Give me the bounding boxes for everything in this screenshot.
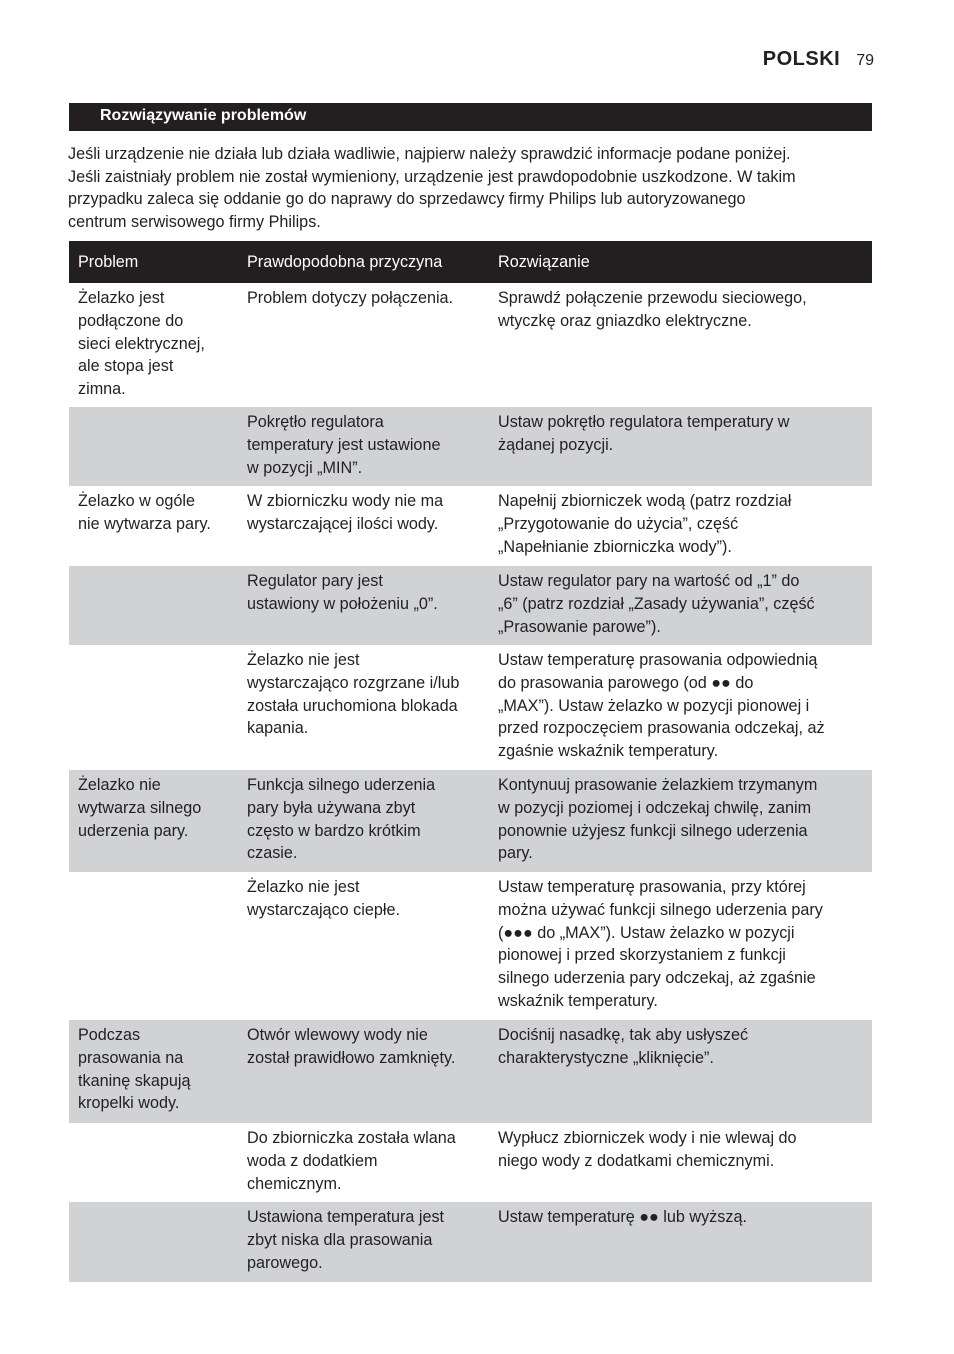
solution-cell-line: Dociśnij nasadkę, tak aby usłyszeć <box>498 1026 749 1044</box>
section-title: Rozwiązywanie problemów <box>100 107 307 124</box>
solution-cell-line: „Prasowanie parowe”). <box>498 617 661 636</box>
problem-cell-line: Żelazko nie <box>78 776 161 794</box>
cause-cell <box>247 566 498 645</box>
solution-cell-line: Ustaw temperaturę prasowania odpowiednią <box>498 651 818 669</box>
problem-cell-line: ale stopa jest <box>78 357 174 376</box>
problem-cell-line: Żelazko w ogóle <box>78 492 195 510</box>
problem-cell-line: uderzenia pary. <box>78 821 189 840</box>
section-heading-bar <box>69 103 872 131</box>
cause-cell-line: kapania. <box>247 719 309 738</box>
table-row <box>69 407 872 486</box>
cause-cell-line: wystarczająco rozgrzane i/lub <box>247 673 460 692</box>
cause-cell-line: często w bardzo krótkim <box>247 821 421 840</box>
solution-cell-line: niego wody z dodatkami chemicznymi. <box>498 1151 775 1170</box>
cause-cell-line: w pozycji „MIN”. <box>247 458 363 477</box>
intro-paragraph <box>68 143 880 233</box>
problem-cell <box>69 770 247 872</box>
problem-cell-line: kropelki wody. <box>78 1094 180 1113</box>
table-row <box>69 566 872 645</box>
problem-cell-line: tkaninę skapują <box>78 1071 191 1090</box>
solution-cell-line: „MAX”). Ustaw żelazko w pozycji pionowej i <box>498 696 810 715</box>
solution-cell-line: żądanej pozycji. <box>498 435 614 454</box>
cause-cell <box>247 486 498 566</box>
solution-cell <box>498 770 872 872</box>
solution-cell <box>498 486 872 566</box>
problem-cell-line: zimna. <box>78 380 126 399</box>
cause-cell-line: parowego. <box>247 1253 323 1272</box>
problem-cell-line: nie wytwarza pary. <box>78 514 211 533</box>
language-label: POLSKI <box>762 48 841 70</box>
problem-cell-line: sieci elektrycznej, <box>78 334 205 353</box>
troubleshooting-table <box>69 241 872 1282</box>
solution-cell-line: Wypłucz zbiorniczek wody i nie wlewaj do <box>498 1129 797 1147</box>
table-row <box>69 645 872 770</box>
cause-cell <box>247 407 498 486</box>
cause-cell-line: ustawiony w położeniu „0”. <box>247 594 438 613</box>
solution-cell <box>498 872 872 1020</box>
solution-cell-line: pary. <box>498 844 533 863</box>
table-row <box>69 770 872 872</box>
table-row <box>69 1202 872 1282</box>
solution-cell-line: „Napełnianie zbiorniczka wody”). <box>498 537 732 556</box>
header-problem: Problem <box>78 252 139 271</box>
solution-cell-line: w pozycji poziomej i odczekaj chwilę, zanim <box>498 798 812 817</box>
cause-cell-line: pary była używana zbyt <box>247 798 416 817</box>
problem-cell-line: Żelazko jest <box>78 289 165 307</box>
table-row <box>69 872 872 1020</box>
problem-cell <box>69 486 247 566</box>
problem-cell-line: podłączone do <box>78 311 184 330</box>
solution-cell-line: Ustaw regulator pary na wartość od „1” do <box>498 572 800 590</box>
cause-cell-line: chemicznym. <box>247 1174 342 1193</box>
cause-cell-line: Do zbiorniczka została wlana <box>247 1129 456 1147</box>
cause-cell-line: wystarczającej ilości wody. <box>247 514 439 533</box>
solution-cell-line: Ustaw pokrętło regulatora temperatury w <box>498 413 790 431</box>
solution-cell-line: silnego uderzenia pary odczekaj, aż zgaśnie <box>498 969 816 988</box>
page-number: 79 <box>856 52 874 69</box>
cause-cell <box>247 1202 498 1282</box>
cause-cell <box>247 770 498 872</box>
problem-cell <box>69 407 247 486</box>
problem-cell <box>69 1202 247 1282</box>
cause-cell-line: Problem dotyczy połączenia. <box>247 289 454 307</box>
table-row <box>69 486 872 566</box>
solution-cell-line: Ustaw temperaturę prasowania, przy której <box>498 878 806 896</box>
solution-cell-line: Kontynuuj prasowanie żelazkiem trzymanym <box>498 776 818 794</box>
problem-cell <box>69 1020 247 1123</box>
intro-line: Jeśli zaistniały problem nie został wymieniony, urządzenie jest prawdopodobnie uszkodzone. W takim <box>68 167 796 186</box>
solution-cell-line: do prasowania parowego (od ●● do <box>498 673 754 692</box>
problem-cell <box>69 1123 247 1202</box>
solution-cell-line: wtyczkę oraz gniazdko elektryczne. <box>498 311 752 330</box>
cause-cell-line: czasie. <box>247 844 298 863</box>
cause-cell-line: Żelazko nie jest <box>247 878 360 896</box>
solution-cell <box>498 283 872 407</box>
solution-cell-line: Napełnij zbiorniczek wodą (patrz rozdział <box>498 492 792 510</box>
solution-cell <box>498 1020 872 1123</box>
solution-cell <box>498 407 872 486</box>
cause-cell-line: Regulator pary jest <box>247 572 383 590</box>
solution-cell <box>498 1123 872 1202</box>
solution-cell-line: pionowej i przed skorzystaniem z funkcji <box>498 946 786 965</box>
table-header-row <box>69 241 872 283</box>
solution-cell-line: wskaźnik temperatury. <box>498 991 658 1010</box>
solution-cell-line: przed rozpoczęciem prasowania odczekaj, aż <box>498 719 825 738</box>
cause-cell <box>247 1123 498 1202</box>
solution-cell-line: (●●● do „MAX”). Ustaw żelazko w pozycji <box>498 923 795 942</box>
problem-cell <box>69 283 247 407</box>
page-header <box>763 48 874 71</box>
solution-cell-line: Ustaw temperaturę ●● lub wyższą. <box>498 1208 747 1226</box>
intro-line: centrum serwisowego firmy Philips. <box>68 212 321 231</box>
intro-line: przypadku zaleca się oddanie go do naprawy do sprzedawcy firmy Philips lub autoryzowanego <box>68 190 746 208</box>
table-row <box>69 283 872 407</box>
table-row <box>69 1123 872 1202</box>
cause-cell-line: został prawidłowo zamknięty. <box>247 1048 456 1067</box>
solution-cell <box>498 566 872 645</box>
solution-cell-line: zgaśnie wskaźnik temperatury. <box>498 742 719 761</box>
solution-cell <box>498 1202 872 1282</box>
cause-cell-line: Funkcja silnego uderzenia <box>247 776 436 794</box>
header-solution: Rozwiązanie <box>498 252 590 271</box>
cause-cell-line: temperatury jest ustawione <box>247 435 441 454</box>
problem-cell-line: wytwarza silnego <box>78 798 202 817</box>
cause-cell-line: zbyt niska dla prasowania <box>247 1230 433 1249</box>
problem-cell <box>69 566 247 645</box>
problem-cell <box>69 872 247 1020</box>
solution-cell-line: Sprawdź połączenie przewodu sieciowego, <box>498 289 807 307</box>
cause-cell <box>247 283 498 407</box>
cause-cell-line: Ustawiona temperatura jest <box>247 1208 445 1226</box>
solution-cell-line: ponownie użyjesz funkcji silnego uderzenia <box>498 821 808 840</box>
header-cause: Prawdopodobna przyczyna <box>247 252 443 271</box>
cause-cell <box>247 645 498 770</box>
cause-cell-line: Żelazko nie jest <box>247 651 360 669</box>
cause-cell-line: woda z dodatkiem <box>247 1151 378 1170</box>
solution-cell-line: charakterystyczne „kliknięcie”. <box>498 1048 714 1067</box>
solution-cell-line: „Przygotowanie do użycia”, część <box>498 514 739 533</box>
problem-cell-line: Podczas <box>78 1026 141 1044</box>
solution-cell-line: można używać funkcji silnego uderzenia pary <box>498 900 823 919</box>
cause-cell-line: została uruchomiona blokada <box>247 696 458 715</box>
problem-cell <box>69 645 247 770</box>
cause-cell-line: Otwór wlewowy wody nie <box>247 1026 428 1044</box>
solution-cell-line: „6” (patrz rozdział „Zasady używania”, część <box>498 594 815 613</box>
cause-cell-line: wystarczająco ciepłe. <box>247 900 400 919</box>
cause-cell <box>247 872 498 1020</box>
cause-cell-line: Pokrętło regulatora <box>247 413 384 431</box>
intro-line: Jeśli urządzenie nie działa lub działa wadliwie, najpierw należy sprawdzić informacje podane poniżej. <box>68 145 791 163</box>
problem-cell-line: prasowania na <box>78 1048 184 1067</box>
cause-cell-line: W zbiorniczku wody nie ma <box>247 492 444 510</box>
cause-cell <box>247 1020 498 1123</box>
solution-cell <box>498 645 872 770</box>
table-row <box>69 1020 872 1123</box>
